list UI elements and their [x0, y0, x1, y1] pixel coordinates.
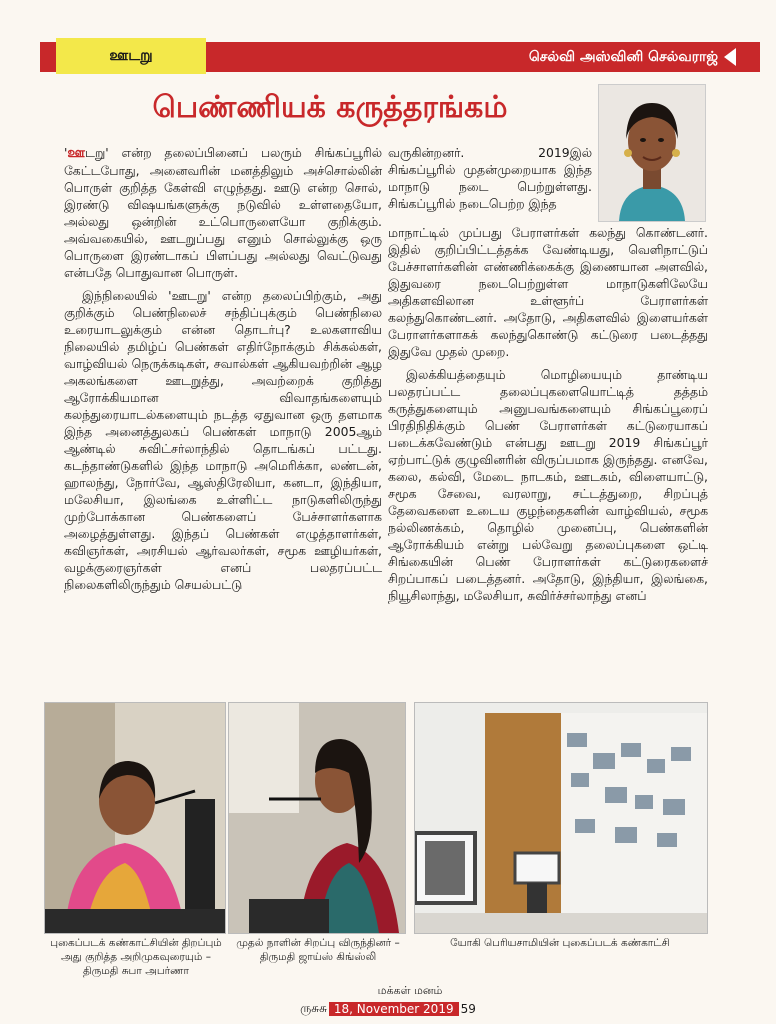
arrow-left-icon	[724, 48, 736, 66]
paragraph: இந்நிலையில் 'ஊடறு' என்ற தலைப்பிற்கும், அது குறிக்கும் பெண்நிலைச் சந்திப்புக்கும் பெண்நிலை உரையாடலுக்கும் என்ன தொடர்பு? உலகளாவிய நிலையில் தமிழ்ப் பெண்கள் எதிர்நோக்கும் சிக்கல்கள், வாழ்வியல் நெருக்கடிகள், சவால்கள் ஆகியவற்றின் ஆழ அகலங்களை ஊடறுத்து, அவற்றைக் குறித்து ஆரோக்கியமான விவாதங்களையும் கலந்துரையாடல்களையும் நடத்த ஏதுவான ஒரு தளமாக இந்த அனைத்துலகப் பெண்கள் மாநாடு 2005ஆம் ஆண்டில் சுவிட்சர்லாந்தில் தொடங்கப் பட்டது. கடந்தாண்டுகளில் இந்த மாநாடு அமெரிக்கா, லண்டன், ஹாலந்து, நோர்வே, ஆஸ்திரேலியா, கனடா, இந்தியா, மலேசியா, இலங்கை உள்ளிட்ட நாடுகளிலிருந்து முற்போக்கான பெண்களைப் பேச்சாளர்களாக அழைத்துள்ளது. இந்தப் பெண்கள் எழுத்தாளர்கள், கவிஞர்கள், அரசியல் ஆர்வலர்கள், சமூக ஊழியர்கள், வழக்குரைஞர்கள் எனப் பலதரப்பட்ட நிலைகளிலிருந்தும் செயல்பட்டு	[64, 288, 382, 592]
photo-caption-2	[228, 936, 408, 964]
photo-caption-1	[44, 936, 228, 978]
photo-speaker-1	[44, 702, 226, 934]
page-number: 59	[460, 1002, 476, 1016]
article-title: பெண்ணியக் கருத்தரங்கம்	[152, 89, 508, 125]
dropcap: ஊ	[67, 145, 86, 161]
issue-prefix: ருசுசு	[300, 1001, 327, 1015]
photo-speaker-2	[228, 702, 406, 934]
page-footer	[0, 984, 776, 1020]
section-tag: ஊடறு	[56, 38, 206, 74]
author-portrait	[598, 84, 706, 222]
caption-line: புகைப்படக் கண்காட்சியின் திறப்பும்	[50, 937, 222, 949]
caption-line: அது குறித்த அறிமுகவுரையும் –	[61, 951, 211, 963]
photo-exhibition	[414, 702, 708, 934]
caption-line: யோகி பெரியசாமியின் புகைப்படக் கண்காட்சி	[450, 937, 670, 949]
paragraph: வருகின்றனர். 2019இல் சிங்கப்பூரில் முதன்முறையாக இந்த மாநாடு நடை பெற்றுள்ளது. சிங்கப்பூரில் நடைபெற்ற இந்த	[388, 145, 592, 211]
photo-caption-3	[414, 936, 706, 950]
caption-line: திருமதி சுபா அபர்ணா	[82, 965, 190, 977]
paragraph: மாநாட்டில் முப்பது பேராளர்கள் கலந்து கொண்டனர். இதில் குறிப்பிட்டத்தக்க வேண்டியது, வெளிநாட்டுப் பேச்சாளர்களின் எண்ணிக்கைக்கு இணையான அளவில், இதுவரை நடைபெற்றுள்ள மாநாடுகளிலேயே அதிகளவிலான உள்ளூர்ப் பேராளர்கள் கலந்துகொண்டனர். அதோடு, அதிகளவில் இளையர்கள் பேராளர்களாகக் கலந்துகொண்டு கட்டுரை படைத்தது இதுவே முதல் முறை.	[388, 225, 708, 359]
issue-date: 18, November 2019	[329, 1002, 459, 1016]
paragraph-text: டறு' என்ற தலைப்பினைப் பலரும் சிங்கப்பூரில் கேட்டபோது, அனைவரின் மனத்திலும் அச்சொல்லின் பொருள் குறித்த கேள்வி எழுந்தது. ஊடு என்ற சொல், இரண்டு விஷயங்களுக்கு நடுவில் உள்ளதையோ, அல்லது ஒன்றின் உட்பொருளையோ குறிக்கும். அவ்வகையில், ஊடறுப்பது எனும் சொல்லுக்கு ஒரு பொருளை இரண்டாகப் பிளப்பது அல்லது வெட்டுவது என்பதே பொதுவான பொருள்.	[64, 145, 382, 280]
paragraph: 'ஊடறு' என்ற தலைப்பினைப் பலரும் சிங்கப்பூரில் கேட்டபோது, அனைவரின் மனத்திலும் அச்சொல்லின் பொருள் குறித்த கேள்வி எழுந்தது. ஊடு என்ற சொல், இரண்டு விஷயங்களுக்கு நடுவில் உள்ளதையோ, அல்லது ஒன்றின் உட்பொருளையோ குறிக்கும். அவ்வகையில், ஊடறுப்பது எனும் சொல்லுக்கு ஒரு பொருளை இரண்டாகப் பிளப்பது அல்லது வெட்டுவது என்பதே பொதுவான பொருள்.	[64, 145, 382, 280]
caption-line: முதல் நாளின் சிறப்பு விருந்தினர் –	[236, 937, 400, 949]
caption-line: திருமதி ஜாய்ஸ் கிங்ஸ்லி	[259, 951, 377, 963]
author-name: செல்வி அஸ்வினி செல்வராஜ்	[528, 49, 718, 65]
article-column-right-top	[388, 144, 592, 218]
article-column-right	[388, 224, 708, 610]
article-column-left	[64, 144, 382, 599]
paragraph: இலக்கியத்தையும் மொழியையும் தாண்டிய பலதரப்பட்ட தலைப்புகளையொட்டித் தத்தம் கருத்துகளையும் அனுபவங்களையும் சிங்கப்பூரைப் பிரதிநிதிக்கும் பெண் பேராளர்கள் கட்டுரையாகப் படைக்கவேண்டும் என்பது ஊடறு 2019 சிங்கப்பூர் ஏற்பாட்டுக் குழுவினரின் விருப்பமாக இருந்தது. எனவே, கலை, கல்வி, மேடை நாடகம், ஊடகம், விளையாட்டு, சமூக சேவை, வரலாறு, சட்டத்துறை, சிறப்புத் தேவைகளை உடைய குழந்தைகளின் வாழ்வியல், சமூக நல்லிணக்கம், தொழில் முனைப்பு, பெண்களின் ஆரோக்கியம் என்று பல்வேறு தலைப்புகளை ஒட்டி சிங்கையின் பெண் பேராளர்கள் கட்டுரைகளைச் சிறப்பாகப் படைத்தனர். அதோடு, இந்தியா, இலங்கை, நியூசிலாந்து, மலேசியா, சுவிர்ச்சர்லாந்து எனப்	[388, 367, 708, 603]
magazine-name: மக்கள் மனம்	[377, 984, 443, 997]
